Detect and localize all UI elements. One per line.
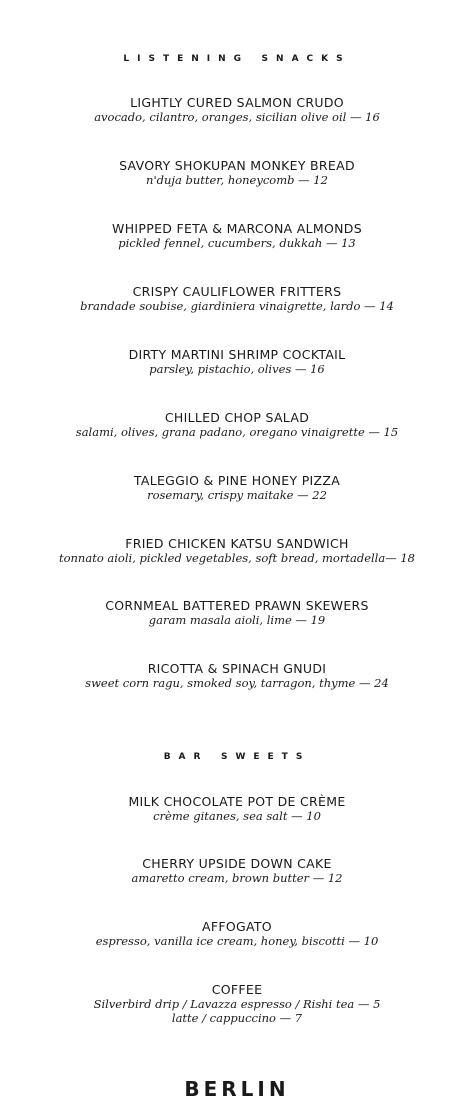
menu-item-description: Silverbird drip / Lavazza espresso / Rishi tea — 5 [93,997,381,1011]
menu-item-taleggio-pizza [0,473,474,502]
menu-item-description: espresso, vanilla ice cream, honey, biscotti — 10 [95,934,379,948]
menu-item-description: avocado, cilantro, oranges, sicilian olive oil — 16 [94,110,380,124]
menu-item-salmon-crudo [0,95,474,124]
section-title-listening-snacks [0,50,474,65]
menu-item-description: garam masala aioli, lime — 19 [148,613,326,627]
menu-item-name: CHILLED CHOP SALAD [164,410,310,425]
berlin-logo: BERLIN [184,1077,290,1101]
menu-item-name: WHIPPED FETA & MARCONA ALMONDS [112,221,362,236]
menu-item-monkey-bread [0,158,474,187]
menu-item-name: CHERRY UPSIDE DOWN CAKE [142,856,332,871]
section-title-text: listening snacks [123,50,351,65]
menu-item-name: LIGHTLY CURED SALMON CRUDO [130,95,344,110]
menu-item-description: amaretto cream, brown butter — 12 [131,871,343,885]
menu-item-cherry-cake [0,856,474,885]
menu-item-gnudi [0,661,474,690]
menu-item-description: sweet corn ragu, smoked soy, tarragon, thyme — 24 [85,676,389,690]
menu-item-chop-salad [0,410,474,439]
menu-item-prawn-skewers [0,598,474,627]
menu-item-pot-de-creme [0,794,474,823]
menu-item-katsu-sandwich [0,536,474,565]
menu-item-description-2: latte / cappuccino — 7 [171,1011,303,1025]
menu-item-description: rosemary, crispy maitake — 22 [147,488,327,502]
menu-item-name: AFFOGATO [202,919,272,934]
menu-item-shrimp-cocktail [0,347,474,376]
section-title-text: bar sweets [163,748,311,763]
section-title-bar-sweets [0,748,474,763]
menu-item-description: pickled fennel, cucumbers, dukkah — 13 [118,236,356,250]
menu-item-coffee [0,982,474,1025]
menu-item-cauliflower-fritters [0,284,474,313]
menu-item-name: FRIED CHICKEN KATSU SANDWICH [125,536,349,551]
menu-item-name: RICOTTA & SPINACH GNUDI [147,661,327,676]
menu-item-name: CORNMEAL BATTERED PRAWN SKEWERS [105,598,369,613]
menu-item-whipped-feta [0,221,474,250]
menu-item-affogato [0,919,474,948]
menu-item-description: parsley, pistachio, olives — 16 [149,362,325,376]
menu-item-description: crème gitanes, sea salt — 10 [153,809,321,823]
menu-item-description: brandade soubise, giardiniera vinaigrette, lardo — 14 [80,299,394,313]
menu-item-name: TALEGGIO & PINE HONEY PIZZA [133,473,341,488]
menu-item-name: CRISPY CAULIFLOWER FRITTERS [132,284,342,299]
menu-item-name: COFFEE [211,982,263,997]
menu-item-description: n'duja butter, honeycomb — 12 [146,173,328,187]
menu-item-name: SAVORY SHOKUPAN MONKEY BREAD [119,158,355,173]
menu-item-description: salami, olives, grana padano, oregano vinaigrette — 15 [75,425,399,439]
menu-item-description: tonnato aioli, pickled vegetables, soft bread, mortadella— 18 [58,551,416,565]
menu-item-name: DIRTY MARTINI SHRIMP COCKTAIL [128,347,346,362]
menu-item-name: MILK CHOCOLATE POT DE CRÈME [128,794,346,809]
